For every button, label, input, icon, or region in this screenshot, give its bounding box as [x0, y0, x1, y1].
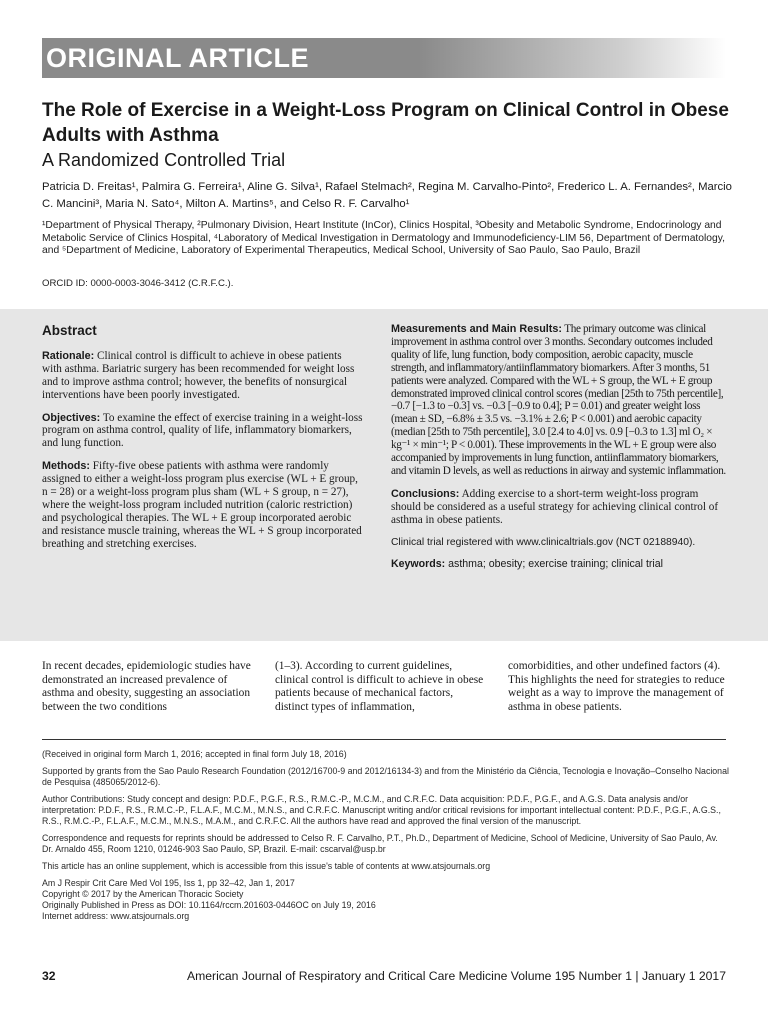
results-label: Measurements and Main Results: — [391, 323, 562, 335]
conclusions-label: Conclusions: — [391, 487, 460, 500]
page-number: 32 — [42, 969, 56, 983]
abstract-heading: Abstract — [42, 323, 97, 338]
body-column-3: comorbidities, and other undefined factors (4). This highlights the need for strategies to reduce weight as a way to improve the management of asthma in obese patients. — [508, 660, 725, 713]
body-column-1: In recent decades, epidemiologic studies have demonstrated an increased prevalence of asthma and obesity, suggesting an association between the two conditions — [42, 660, 251, 713]
journal-running-footer: American Journal of Respiratory and Critical Care Medicine Volume 195 Number 1 | January 1 2017 — [186, 969, 726, 983]
objectives-label: Objectives: — [42, 411, 101, 424]
funding-note: Supported by grants from the Sao Paulo Research Foundation (2012/16700-9 and 2012/16134-3) and from the Ministério da Ciência, Tecnologia e Inovação–Conselho Nacional de Pesquisa (485065/2012-6). — [42, 766, 729, 787]
article-subtitle: A Randomized Controlled Trial — [42, 150, 286, 170]
author-list: Patricia D. Freitas¹, Palmira G. Ferreira¹, Aline G. Silva¹, Rafael Stelmach², Regina M. Carvalho-Pinto², Frederico L. A. Fernandes², Marcio C. Mancini³, Maria N. Sato⁴, Milton A. Martins⁵, and Celso R. F. Carvalho¹ — [42, 181, 732, 210]
abstract-rationale — [42, 350, 364, 402]
page-footer — [42, 968, 726, 984]
orcid-id: ORCID ID: 0000-0003-3046-3412 (C.R.F.C.). — [42, 278, 234, 289]
doi-line: Originally Published in Press as DOI: 10.1164/rccm.201603-0446OC on July 19, 2016 — [42, 900, 376, 910]
received-dates: (Received in original form March 1, 2016; accepted in final form July 18, 2016) — [42, 749, 347, 759]
article-title: The Role of Exercise in a Weight-Loss Program on Clinical Control in Obese Adults with Asthma — [42, 100, 729, 146]
abstract-objectives — [42, 412, 364, 451]
citation-line: Am J Respir Crit Care Med Vol 195, Iss 1, pp 32–42, Jan 1, 2017 — [42, 878, 295, 888]
abstract-section — [0, 309, 768, 641]
conclusions-text: Adding exercise to a short-term weight-loss program should be considered as a useful strategy for achieving clinical control of asthma in obese patients. — [391, 487, 719, 526]
footnote-divider — [42, 739, 726, 740]
internet-address: Internet address: www.atsjournals.org — [42, 911, 190, 921]
keywords — [391, 558, 727, 571]
methods-text: Fifty-five obese patients with asthma were randomly assigned to either a weight-loss program plus exercise (WL + E group, n = 28) or a weight-loss program plus sham (WL + S group, n = 27), where the weight-loss program included nutrition (caloric restriction) and psychological therapies. The WL + E group incorporated aerobic and resistance muscle training, whereas the WL + S group incorporated breathing and stretching exercises. — [42, 460, 362, 550]
methods-label: Methods: — [42, 460, 90, 473]
results-text: The primary outcome was clinical improvement in asthma control over 3 months. Secondary outcomes included quality of life, lung function, body composition, aerobic capacity, muscle strength, and inflammatory/antiinflammatory biomarkers. After 3 months, 51 patients were analyzed. Compared with the WL + S group, the WL + E group demonstrated improved clinical control scores (median [25th to 75th percentile], −0.7 [−1.3 to −0.3] vs. −0.3 [−0.9 to 0.4]; P = 0.01) and greater weight loss (mean ± SD, −6.8% ± 3.5 vs. −3.1% ± 2.6; P < 0.001) and aerobic capacity (median [25th to 75th percentile], 3.0 [2.4 to 4.0] vs. 0.9 [−0.3 to 1.3] ml O₂ × kg⁻¹ × min⁻¹; P < 0.001). These improvements in the WL + E group were also accompanied by improvements in lung function, antiinflammatory biomarkers, and vitamin D levels, as well as reductions in airway and systemic inflammation. — [391, 323, 726, 477]
online-supplement-note: This article has an online supplement, which is accessible from this issue's table of contents at www.atsjournals.org — [42, 861, 491, 871]
article-type-banner: ORIGINAL ARTICLE — [42, 38, 726, 78]
footnotes — [42, 749, 730, 922]
trial-registration: Clinical trial registered with www.clinicaltrials.gov (NCT 02188940). — [391, 536, 696, 548]
affiliations: ¹Department of Physical Therapy, ²Pulmonary Division, Heart Institute (InCor), Clinics Hospital, ³Obesity and Metabolic Syndrome, Endocrinology and Metabolic Service of Clinics Hospital, ⁴Laboratory of Medical Investigation in Dermatology and Immunodeficiency-LIM 56, Department of Dermatology, and ⁵Department of Medicine, Laboratory of Experimental Therapeutics, Medical School, University of Sao Paulo, Sao Paulo, Brazil — [42, 220, 725, 257]
author-contributions: Author Contributions: Study concept and design: P.D.F., P.G.F., R.S., R.M.C.-P., M.C.M., and C.R.F.C. Data acquisition: P.D.F., P.G.F., and A.G.S. Data analysis and/or interpretation: P.D.F., R.S., R.M.C.-P., F.L.A.F., M.C.M., M.N.S., and C.R.F.C. Manuscript writing and/or critical revisions for important intellectual content: P.D.F., P.G.F., A.G.S., R.S., R.M.C.-P., F.L.A.F., M.C.M., M.N.S., M.A.M., and C.R.F.C. All the authors have read and approved the final version of the manuscript. — [42, 794, 721, 826]
abstract-conclusions — [391, 488, 727, 527]
abstract-results — [391, 323, 727, 478]
keywords-label: Keywords: — [391, 557, 446, 570]
abstract-methods — [42, 460, 364, 550]
rationale-text: Clinical control is difficult to achieve in obese patients with asthma. Bariatric surgery has been recommended for weight loss and to improve asthma control; however, the benefits of nonsurgical interventions have been poorly investigated. — [42, 349, 355, 401]
body-column-2: (1–3). According to current guidelines, clinical control is difficult to achieve in obese patients because of mechanical factors, distinct types of inflammation, — [275, 660, 484, 713]
abstract-right-column — [391, 323, 727, 570]
correspondence: Correspondence and requests for reprints should be addressed to Celso R. F. Carvalho, P.T., Ph.D., Department of Medicine, School of Medicine, University of Sao Paulo, Av. Dr. Arnaldo 455, Room 1210, 01246-903 Sao Paulo, SP, Brazil. E-mail: cscarval@usp.br — [42, 833, 718, 854]
keywords-text: asthma; obesity; exercise training; clinical trial — [448, 557, 664, 570]
copyright-line: Copyright © 2017 by the American Thoracic Society — [42, 889, 244, 899]
abstract-left-column — [42, 323, 364, 561]
rationale-label: Rationale: — [42, 349, 95, 362]
objectives-text: To examine the effect of exercise training in a weight-loss program on asthma control, quality of life, inflammatory biomarkers, and lung function. — [42, 411, 363, 450]
